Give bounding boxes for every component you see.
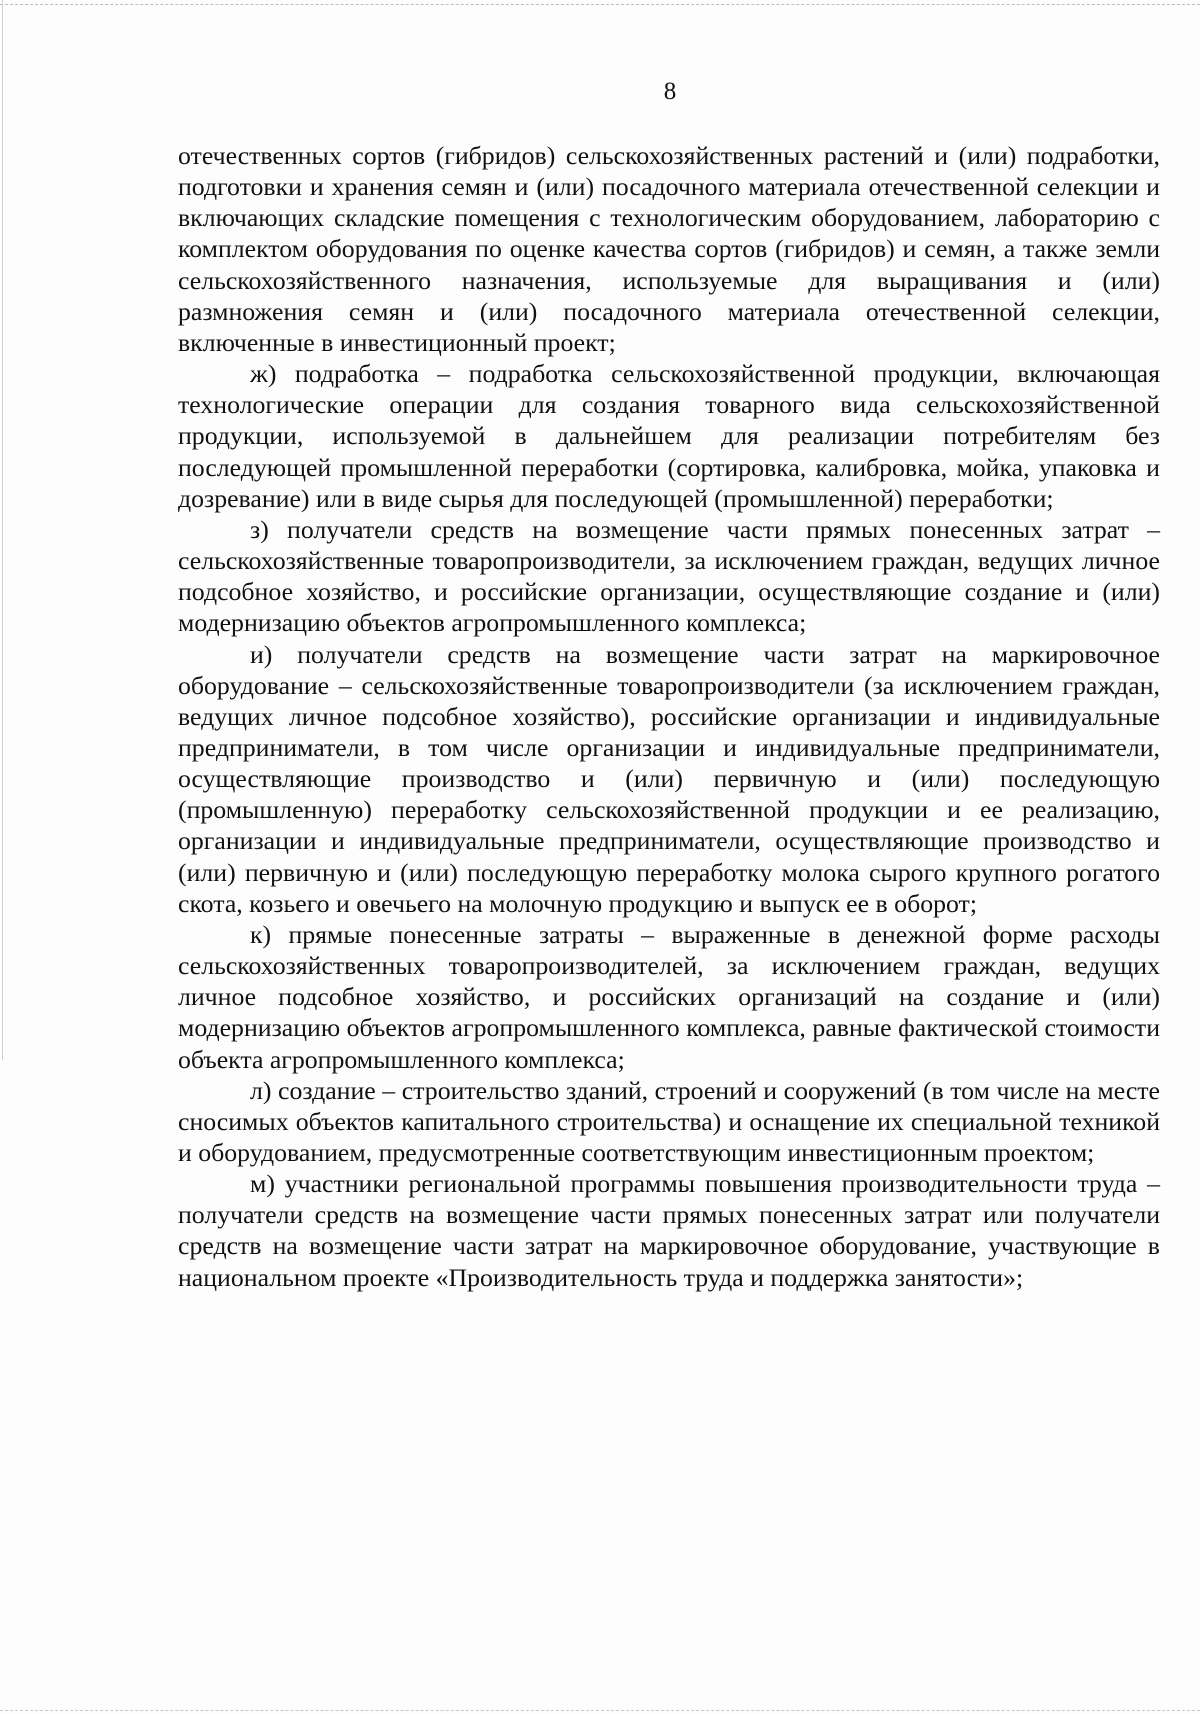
paragraph-item-m: м) участники региональной программы повышения производительности труда – получатели средств на возмещение части прямых понесенных затрат или получатели средств на возмещение части затрат на маркировочное оборудование, участвующие в национальном проекте «Производительность труда и поддержка занятости»;: [178, 1169, 1160, 1292]
paragraph-item-i: и) получатели средств на возмещение части затрат на маркировочное оборудование – сельскохозяйственные товаропроизводители (за исключением граждан, ведущих личное подсобное хозяйство), российские организации и индивидуальные предприниматели, в том числе организации и индивидуальные предприниматели, осуществляющие производство и (или) первичную и (или) последующую (промышленную) переработку сельскохозяйственной продукции и ее реализацию, организации и индивидуальные предприниматели, осуществляющие производство и (или) первичную и (или) последующую переработку молока сырого крупного рогатого скота, козьего и овечьего на молочную продукцию и выпуск ее в оборот;: [178, 639, 1160, 918]
paragraph-item-zh: ж) подработка – подработка сельскохозяйственной продукции, включающая технологические операции для создания товарного вида сельскохозяйственной продукции, используемой в дальнейшем для реализации потребителям без последующей промышленной переработки (сортировка, калибровка, мойка, упаковка и дозревание) или в виде сырья для последующей (промышленной) переработки;: [178, 359, 1160, 513]
scan-bottom-edge: [0, 1710, 1200, 1714]
scan-left-edge: [2, 0, 3, 1060]
paragraph-item-l: л) создание – строительство зданий, строений и сооружений (в том числе на месте сносимых объектов капитального строительства) и оснащение их специальной техникой и оборудованием, предусмотренные соответствующим инвестиционным проектом;: [178, 1075, 1160, 1167]
document-body: [178, 140, 1160, 1293]
scan-top-edge: [0, 0, 1200, 5]
paragraph-item-k: к) прямые понесенные затраты – выраженные в денежной форме расходы сельскохозяйственных товаропроизводителей, за исключением граждан, ведущих личное подсобное хозяйство, и российских организаций на создание и (или) модернизацию объектов агропромышленного комплекса, равные фактической стоимости объекта агропромышленного комплекса;: [178, 919, 1160, 1074]
page-number: 8: [663, 78, 677, 105]
paragraph-continuation: отечественных сортов (гибридов) сельскохозяйственных растений и (или) подработки, подготовки и хранения семян и (или) посадочного материала отечественной селекции и включающих складские помещения с технологическим оборудованием, лабораторию с комплектом оборудования по оценке качества сортов (гибридов) и семян, а также земли сельскохозяйственного назначения, используемые для выращивания и (или) размножения семян и (или) посадочного материала отечественной селекции, включенные в инвестиционный проект;: [178, 141, 1160, 357]
paragraph-item-z: з) получатели средств на возмещение части прямых понесенных затрат – сельскохозяйственные товаропроизводители, за исключением граждан, ведущих личное подсобное хозяйство, и российские организации, осуществляющие создание и (или) модернизацию объектов агропромышленного комплекса;: [178, 514, 1160, 638]
